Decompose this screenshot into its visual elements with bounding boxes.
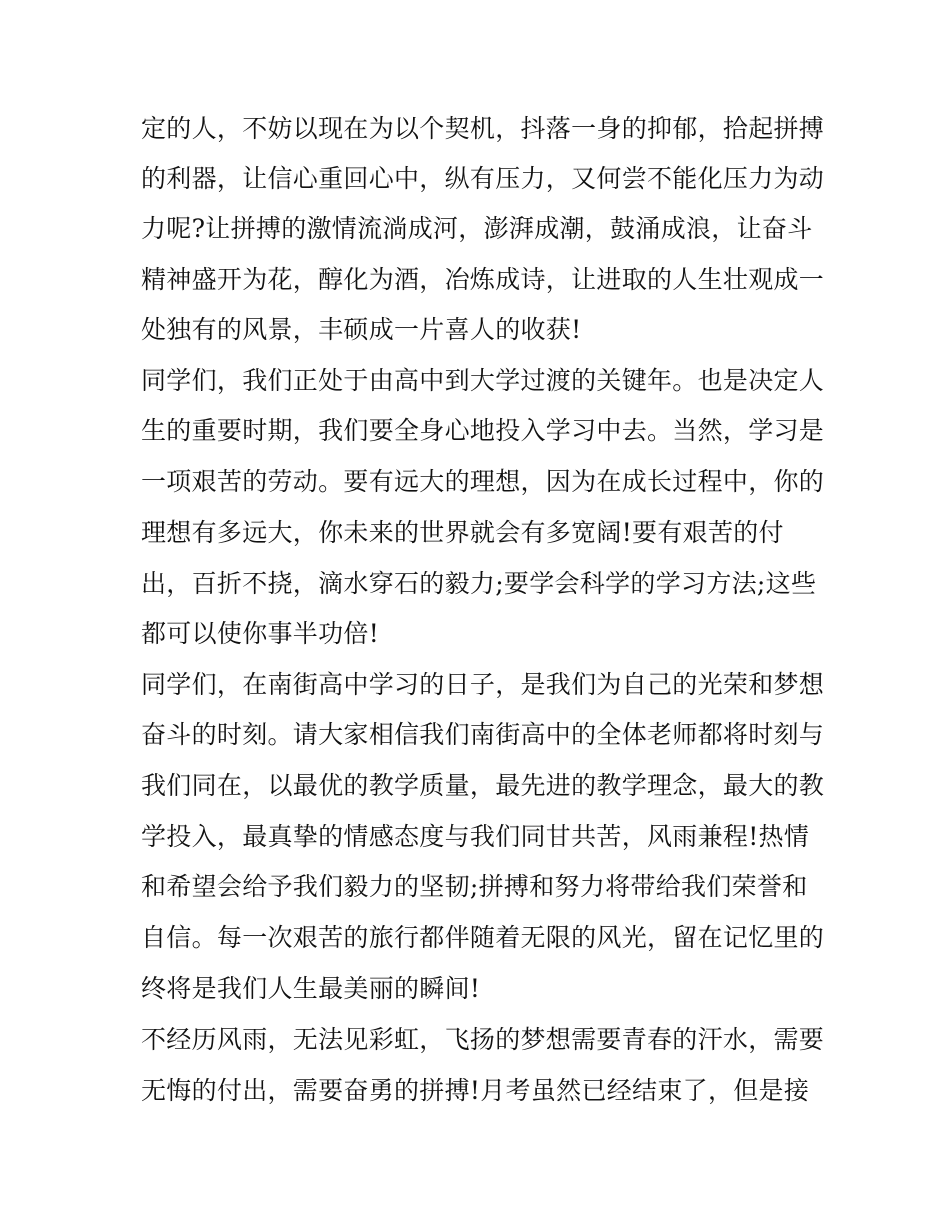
text-line: 我们同在，以最优的教学质量，最先进的教学理念，最大的教 (141, 771, 825, 800)
text-line: 力呢?让拼搏的激情流淌成河，澎湃成潮，鼓涌成浪，让奋斗 (141, 214, 813, 243)
text-line: 生的重要时期，我们要全身心地投入学习中去。当然，学习是 (141, 416, 825, 445)
text-line: 和希望会给予我们毅力的坚韧;拼搏和努力将带给我们荣誉和 (141, 872, 808, 901)
text-line: 一项艰苦的劳动。要有远大的理想，因为在成长过程中，你的 (141, 467, 825, 496)
text-line: 处独有的风景，丰硕成一片喜人的收获! (141, 315, 582, 344)
text-line: 不经历风雨，无法见彩虹，飞扬的梦想需要青春的汗水，需要 (141, 1025, 825, 1054)
text-line: 自信。每一次艰苦的旅行都伴随着无限的风光，留在记忆里的 (141, 923, 825, 952)
text-line: 同学们，我们正处于由高中到大学过渡的关键年。也是决定人 (141, 366, 825, 395)
text-line: 同学们，在南街高中学习的日子，是我们为自己的光荣和梦想 (141, 670, 825, 699)
text-line: 出，百折不挠，滴水穿石的毅力;要学会科学的学习方法;这些 (141, 569, 817, 598)
text-line: 精神盛开为花，醇化为酒，冶炼成诗，让进取的人生壮观成一 (141, 265, 825, 294)
text-line: 奋斗的时刻。请大家相信我们南街高中的全体老师都将时刻与 (141, 720, 825, 749)
text-line: 学投入，最真挚的情感态度与我们同甘共苦，风雨兼程!热情 (141, 822, 810, 851)
text-line: 理想有多远大，你未来的世界就会有多宽阔!要有艰苦的付 (141, 518, 784, 547)
text-line: 无悔的付出，需要奋勇的拼搏!月考虽然已经结束了，但是接 (141, 1076, 810, 1105)
text-line: 定的人，不妨以现在为以个契机，抖落一身的抑郁，拾起拼搏 (141, 114, 825, 143)
text-line: 终将是我们人生最美丽的瞬间! (141, 974, 481, 1003)
text-line: 都可以使你事半功倍! (141, 619, 380, 648)
text-line: 的利器，让信心重回心中，纵有压力，又何尝不能化压力为动 (141, 164, 825, 193)
